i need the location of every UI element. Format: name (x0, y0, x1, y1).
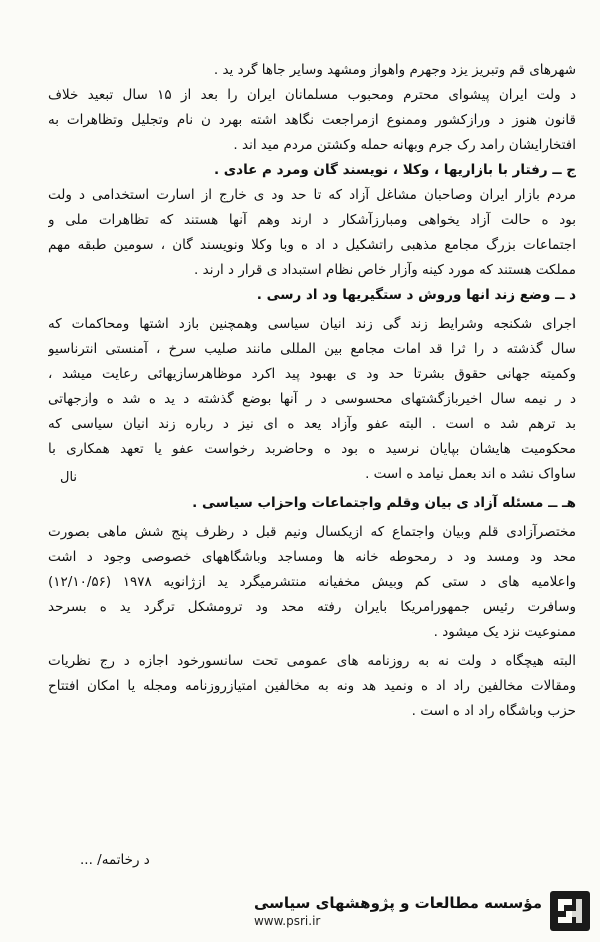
section-heading-c: ج ــ رفتار با بازاریها ، وکلا ، نویسند گان ومرد م عادی . (213, 162, 576, 178)
watermark-footer (254, 888, 590, 934)
text-line-20: محد ود ومسد ود د رمحوطه خانه ها ومساجد وباشگاههای خصوصی وجود د اشت (48, 549, 576, 565)
text-line-16: محکومیت هایشان بپایان نرسید ه بود ه وحاضربد رخواست عفو یا تعهد همکاری با (48, 441, 576, 457)
institute-url: www.psri.ir (253, 914, 321, 928)
text-line-26: حزب وباشگاه راد اد ه است . (411, 703, 576, 719)
text-line-19: مختصرآزادی قلم وبیان واجتماع که ازیکسال ونیم قبل د رظرف پنج شش ماهی بصورت (48, 524, 576, 540)
text-line-23: ممنوعیت نزد یک میشود . (433, 624, 576, 640)
text-line-8: اجتماعات بزرگ مجامع مذهبی راتشکیل د اد ه وبا وکلا ونویسند گان ، سومین طبقه مهم (48, 237, 576, 253)
text-line-1: شهرهای قم وتبریز یزد وجهرم واهواز ومشهد وسایر جاها گرد ید . (213, 62, 576, 78)
text-line-24: البته هیچگاه د ولت نه به روزنامه های عمومی تحت سانسورخود اجازه د رج نظریات (48, 653, 576, 669)
closing-line: د رخاتمه/ ... (80, 852, 150, 868)
document-body (48, 58, 576, 724)
text-line-22: وسافرت رئیس جمهورامریکا بایران رفته محد ود ترومشکل ترگرد ید ه بسرحد (48, 599, 576, 615)
handwritten-insertion-note: نال (60, 470, 78, 485)
institute-logo-icon (550, 891, 590, 931)
footer-text-block (254, 893, 542, 929)
text-line-25: ومقالات مخالفین راد اد ه ونمید هد ونه به مخالفین امتیازروزنامه ومجله یا امکان افتتاح (48, 678, 576, 694)
text-line-7: بود ه حالت آزاد یخواهی ومبارزآشکار د ارند وهم آنها هستند که تظاهرات ملی و (48, 212, 576, 228)
text-line-17: ساواک نشد ه اند بعمل نیامد ه است . (365, 466, 576, 482)
institute-name: مؤسسه مطالعات و پژوهشهای سیاسی (253, 894, 542, 912)
text-line-21: واعلامیه های د ستی کم وبیش مخفیانه منتشرمیگرد ید ازژانویه ۱۹۷۸ (۱۲/۱۰/۵۶) (48, 574, 576, 590)
text-line-11: اجرای شکنجه وشرایط زند گی زند انیان سیاسی وهمچنین بازد اشتها ومحاکمات که (48, 316, 576, 332)
text-line-9: مملکت هستند که مورد کینه وآزار خاص نظام استبداد ی قرار د ارند . (194, 262, 576, 278)
text-line-3: قانون هنوز د ورازکشور وممنوع ازمراجعت نگاهد اشته بهرد ن نام وتجلیل وتظاهرات به (48, 112, 576, 128)
text-line-2: د ولت ایران پیشوای محترم ومحبوب مسلمانان ایران را بعد از ۱۵ سال تبعید خلاف (48, 87, 576, 103)
section-heading-d: د ــ وضع زند انها وروش د ستگیریها ود اد رسی . (256, 287, 576, 303)
text-line-12: سال گذشته د را ثرا قد امات مجامع بین المللی مانند صلیب سرخ ، آمنستی انترناسیو (48, 341, 576, 357)
text-line-4: افتخارایشان رامد رک جرم وبهانه حمله وکشتن مردم مید اند . (233, 137, 576, 153)
text-line-6: مردم بازار ایران وصاحبان مشاغل آزاد که تا حد ود ی خارج از اسارت استخدامی د ولت (48, 187, 576, 203)
text-line-15: بد ترهم شد ه است . البته عفو وآزاد یعد ه ای نیز د رباره زند انیان سیاسی که (48, 416, 576, 432)
text-line-13: وکمیته جهانی حقوق بشرتا حد ود ی بهبود پید اکرد موظاهرسازیهائی رعایت میشد ، (48, 366, 576, 382)
text-line-14: د ر نیمه سال اخیربازگشتهای محسوسی د ر آنها بوضع گذشته د ید ه شد ه وازجهاتی (48, 391, 576, 407)
section-heading-e: هـ ــ مسئله آزاد ی بیان وقلم واجتماعات واحزاب سیاسی . (192, 495, 576, 511)
